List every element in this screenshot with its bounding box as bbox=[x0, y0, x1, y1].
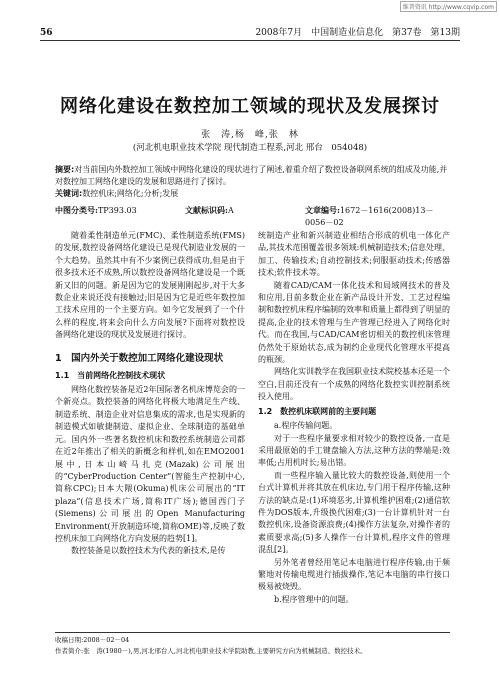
received-date: 收稿日期:2008－02－04 bbox=[55, 636, 130, 644]
paragraph-cad-cam: 随着CAD/CAM一体化技术和局域网技术的普及和应用,目前多数企业在新产品设计开发、工艺过程编制和数控机床程序编制的效率和质量上都得到了明显的提高,企业的技术管理与生产管理已经进入了网络化时代。而在我国,与CAD/CAM密切相关的数控机床管理仍然处于原始状态,成为制约企业现代化管理水平提高的瓶颈。 bbox=[258, 280, 450, 365]
paragraph-continued: 统制造产业和新兴制造业相结合形成的机电一体化产品,其技术范围覆盖很多领域:机械制造技术;信息处理、加工、传输技术;自动控制技术;伺服驱动技术;传感器技术;软件技术等。 bbox=[258, 231, 450, 278]
paragraph-training: 网络化实训教学在我国职业技术院校基本还是一个空白,目前还没有一个成熟的网络化数控实训控制系统投入使用。 bbox=[258, 367, 450, 402]
paragraph-laptop: 另外笔者曾经用笔记本电脑进行程序传输,由于频繁地对传输电缆进行插拔操作,笔记本电脑的串行接口极易被烧毁。 bbox=[258, 557, 450, 592]
doc-code bbox=[185, 204, 234, 217]
running-header bbox=[40, 26, 460, 41]
doc-code-value: A bbox=[227, 206, 234, 215]
doc-code-label: 文献标识码: bbox=[185, 205, 228, 215]
item-a-label: a.程序传输问题。 bbox=[274, 421, 338, 431]
paragraph-1-1: 网络化数控装备是近2年国际著名机床博览会的一个新亮点。数控装备的网络化将极大地满足生产线、制造系统、制造企业对信息集成的需求,也是实现新的制造模式如敏捷制造、虚拟企业、全球制造的基础单元。国内外一些著名数控机床和数控系统制造公司都在近2年推出了相关的新概念和样机,如在EMO2001展中,日本山崎马扎克(Mazak)公司展出的“CyberProduction Center”(智能生产控制中心,简称CPC);日本大隈(Okuma)机床公司展出的“IT plaza”(信息技术广场,简称IT广场);德国西门子(Siemens)公司展出的Open Manufacturing Environment(开放制造环境,简称OME)等,反映了数控机床加工向网络化方向发展的趋势[1]。 bbox=[55, 385, 245, 543]
item-b-label: b.程序管理中的问题。 bbox=[274, 594, 354, 604]
keywords-label: 关键词: bbox=[55, 189, 83, 198]
clc-label: 中图分类号: bbox=[55, 205, 98, 215]
footnote bbox=[55, 632, 450, 657]
paper-title: 网络化建设在数控加工领域的现状及发展探讨 bbox=[60, 96, 440, 117]
journal-info: 2008年7月 中国制造业信息化 第37卷 第13期 bbox=[255, 28, 460, 38]
paragraph-manual-input: 对于一些程序量要求相对较少的数控设备,一直是采用最原始的手工键盘输入方法,这种方法的弊端是:效率低;占用机时长;易出错。 bbox=[258, 433, 450, 468]
clc-number bbox=[55, 204, 137, 217]
abstract-label: 摘要: bbox=[55, 165, 75, 174]
authors: 张 涛,杨 峰,张 林 bbox=[201, 130, 299, 140]
abstract-block bbox=[55, 164, 450, 200]
left-column bbox=[55, 230, 245, 558]
keywords bbox=[55, 188, 450, 200]
paragraph-1-1-cont: 数控装备是以数控技术为代表的新技术,是传 bbox=[71, 546, 226, 556]
abstract-text: 对当前国内外数控加工领域中网络化建设的现状进行了阐述,着重介绍了数控设备联网系统的组成及功能,并对数控加工网络化建设的发展和思路进行了探讨。 bbox=[55, 165, 448, 186]
author-bio: 作者简介:张 涛(1980－),男,河北邢台人,河北机电职业技术学院助教,主要研究方向为机械制造、数控技术。 bbox=[55, 647, 367, 655]
article-no-value: 1672－1616(2008)13－0056－02 bbox=[305, 206, 434, 227]
paragraph-pc-transfer: 而一些程序输入量比较大的数控设备,则使用一个台式计算机并将其放在机床边,专门用于程序传输,这种方法的缺点是:(1)环境恶劣,计算机维护困难;(2)通信软件为DOS版本,升级换代困难;(3)一台计算机针对一台数控机床,设备资源浪费;(4)操作方法复杂,对操作者的素质要求高;(5)多人操作一台计算机,程序文件的管理混乱[2]。 bbox=[258, 470, 450, 555]
abstract bbox=[55, 164, 450, 188]
right-column bbox=[258, 230, 450, 606]
subsection-1-2-heading: 1.2 数控机床联网前的主要问题 bbox=[258, 406, 377, 416]
page-number: 56 bbox=[40, 28, 53, 38]
keywords-text: 数控机床;网络化;分析;发展 bbox=[82, 189, 179, 198]
watermark: 维普资讯 http://www.cqvip.com bbox=[400, 1, 497, 12]
article-number bbox=[305, 204, 450, 229]
clc-value: TP393.03 bbox=[97, 206, 137, 215]
affiliation: (河北机电职业技术学院 现代制造工程系,河北 邢台 054048) bbox=[132, 143, 368, 153]
intro-paragraph: 随着柔性制造单元(FMC)、柔性制造系统(FMS)的发展,数控设备网络化建设已是现代制造业发展的一个大趋势。虽然其中有不少案例已获得成功,但是由于很多技术还不成熟,所以数控设备网络化建设是一个既新又旧的问题。新是因为它的发展刚刚起步,对于大多数企业来说还没有接触过;旧是因为它是近些年数控加工技术应用的一个主要方向。如今它发展到了一个什么样的程度,将来会向什么方向发展?下面将对数控设备网络化建设的现状及发展进行探讨。 bbox=[55, 231, 245, 340]
subsection-1-1-heading: 1.1 当前网络化控制技术现状 bbox=[55, 370, 166, 380]
article-no-label: 文章编号: bbox=[305, 205, 340, 215]
section-1-heading: 1 国内外关于数控加工网络化建设现状 bbox=[55, 352, 224, 364]
